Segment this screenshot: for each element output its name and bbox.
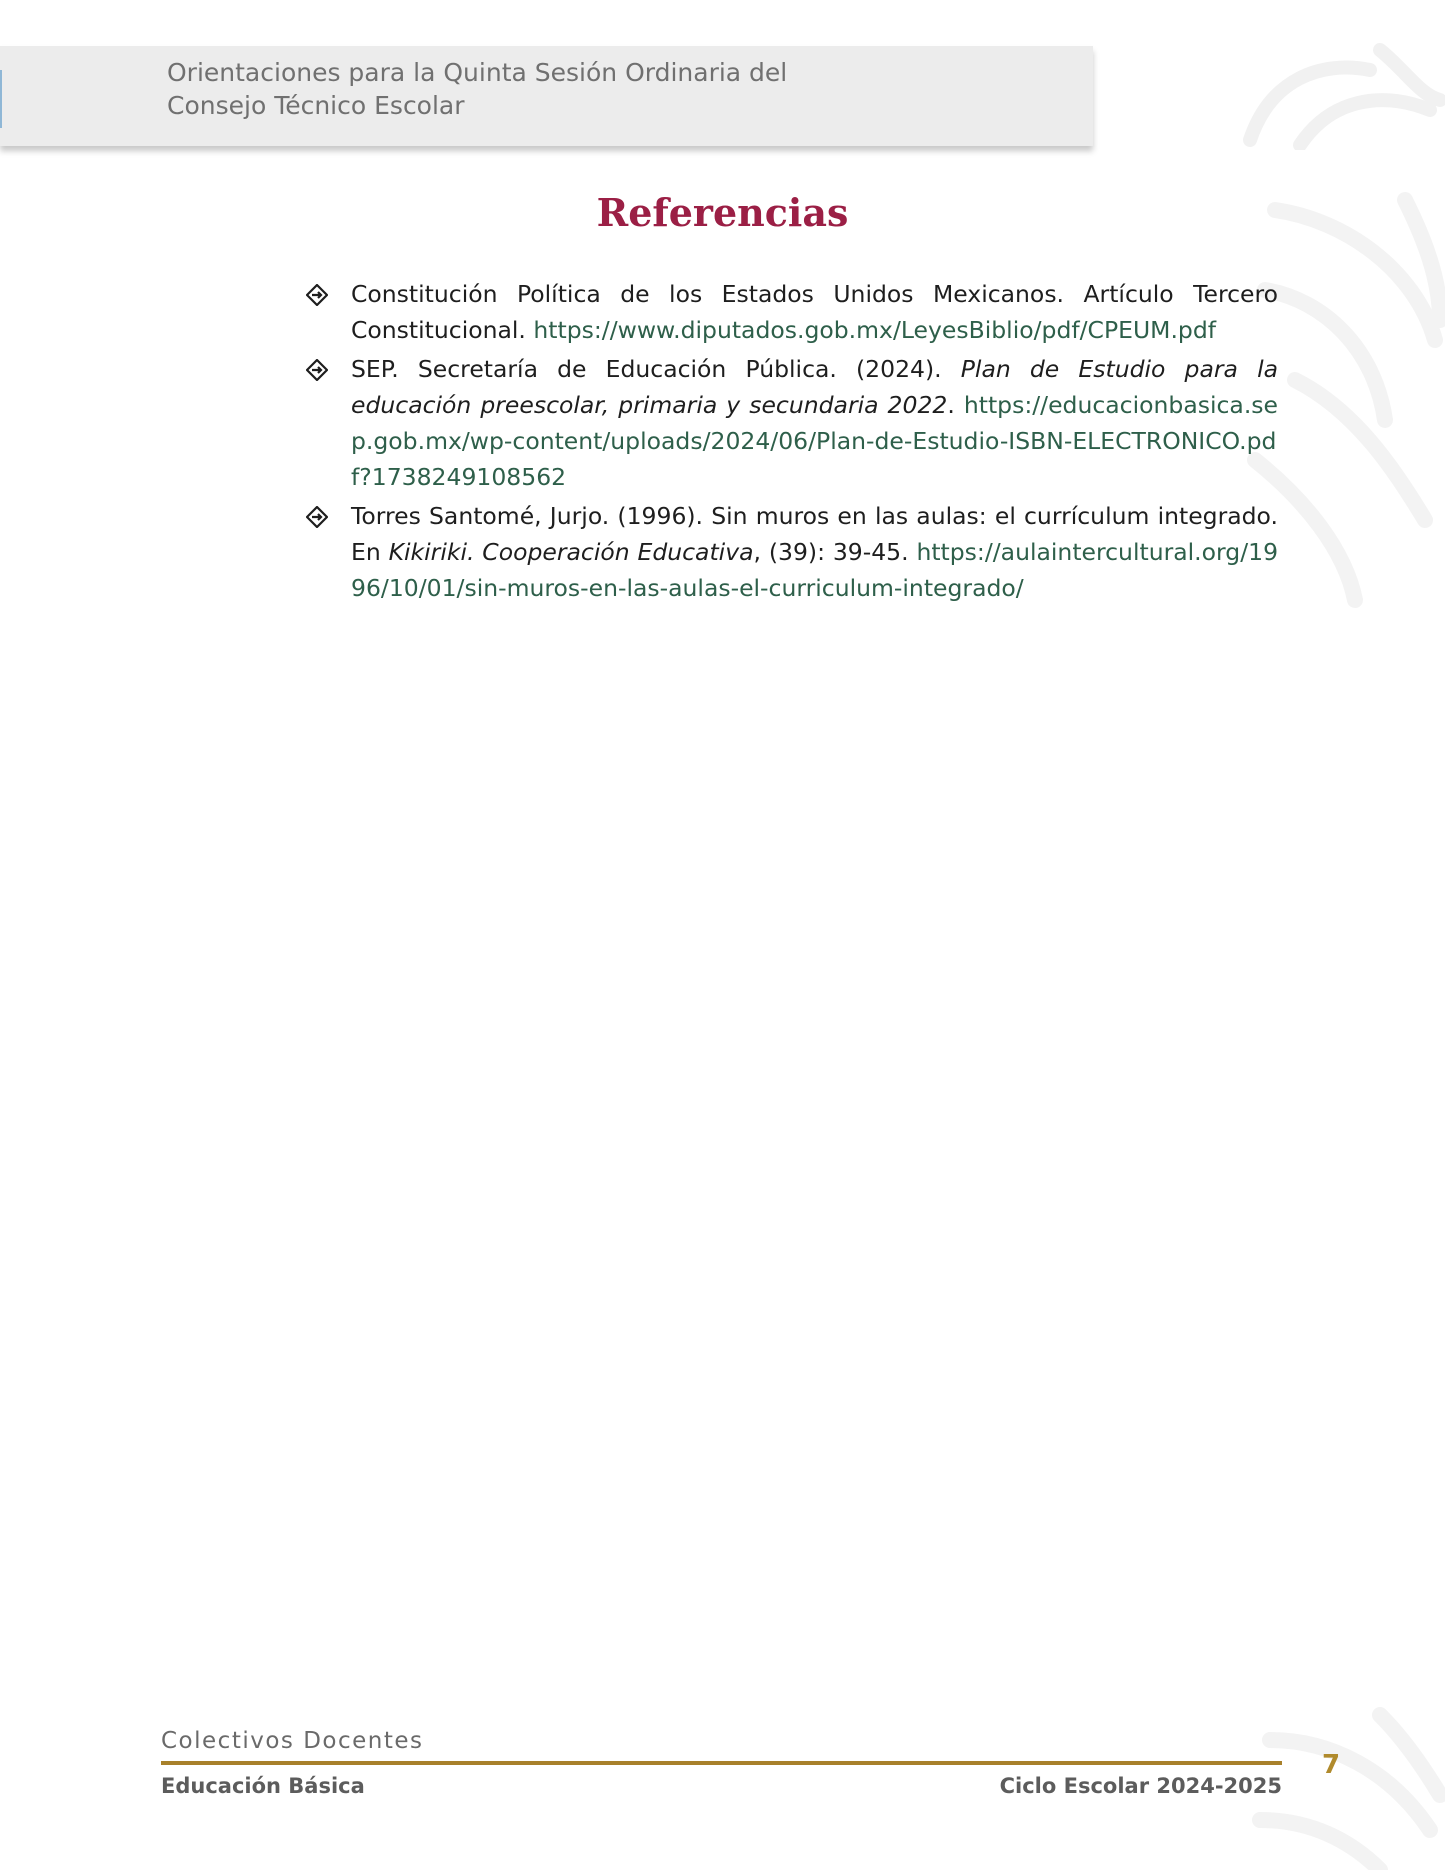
footer-divider [161,1761,1282,1765]
header-title-line-2: Consejo Técnico Escolar [167,91,465,120]
reference-title: Plan de Estudio para la educación preescolar, primaria y secundaria 2022 [351,355,1278,419]
reference-item [306,276,1278,348]
reference-link[interactable]: https://educacionbasica.sep.gob.mx/wp-content/uploads/2024/06/Plan-de-Estudio-ISBN-ELECTRONICO.pdf?1738249108562 [351,391,1278,491]
reference-text: , (39): 39-45. [753,538,917,566]
reference-text: Constitución Política de los Estados Unidos Mexicanos. Artículo Tercero Constitucional. [351,280,1278,344]
page-number: 7 [1322,1750,1341,1780]
diamond-arrow-icon [306,284,328,306]
reference-link[interactable]: https://aulaintercultural.org/1996/10/01/sin-muros-en-las-aulas-el-curriculum-integrado/ [351,538,1279,602]
reference-item [306,351,1278,495]
document-header-title [167,56,787,122]
page-title: Referencias [596,190,849,235]
reference-list [306,276,1278,609]
header-title-line-1: Orientaciones para la Quinta Sesión Ordinaria del [167,58,788,87]
decorative-ornament-top [1230,40,1445,150]
reference-item [306,498,1278,606]
reference-link[interactable]: https://www.diputados.gob.mx/LeyesBiblio/pdf/CPEUM.pdf [533,316,1217,344]
reference-title: Kikiriki. Cooperación Educativa [388,538,754,566]
footer-collectives-label: Colectivos Docentes [161,1728,424,1754]
reference-text: Torres Santomé, Jurjo. (1996). Sin muros en las aulas: el currículum integrado. En [351,502,1278,566]
reference-text: . [947,391,964,419]
diamond-arrow-icon [306,359,328,381]
footer-education-label: Educación Básica [161,1774,365,1798]
diamond-arrow-icon [306,506,328,528]
footer-school-year: Ciclo Escolar 2024-2025 [999,1774,1282,1798]
reference-text: SEP. Secretaría de Educación Pública. (2024). [351,355,961,383]
header-accent-bar [0,70,2,128]
